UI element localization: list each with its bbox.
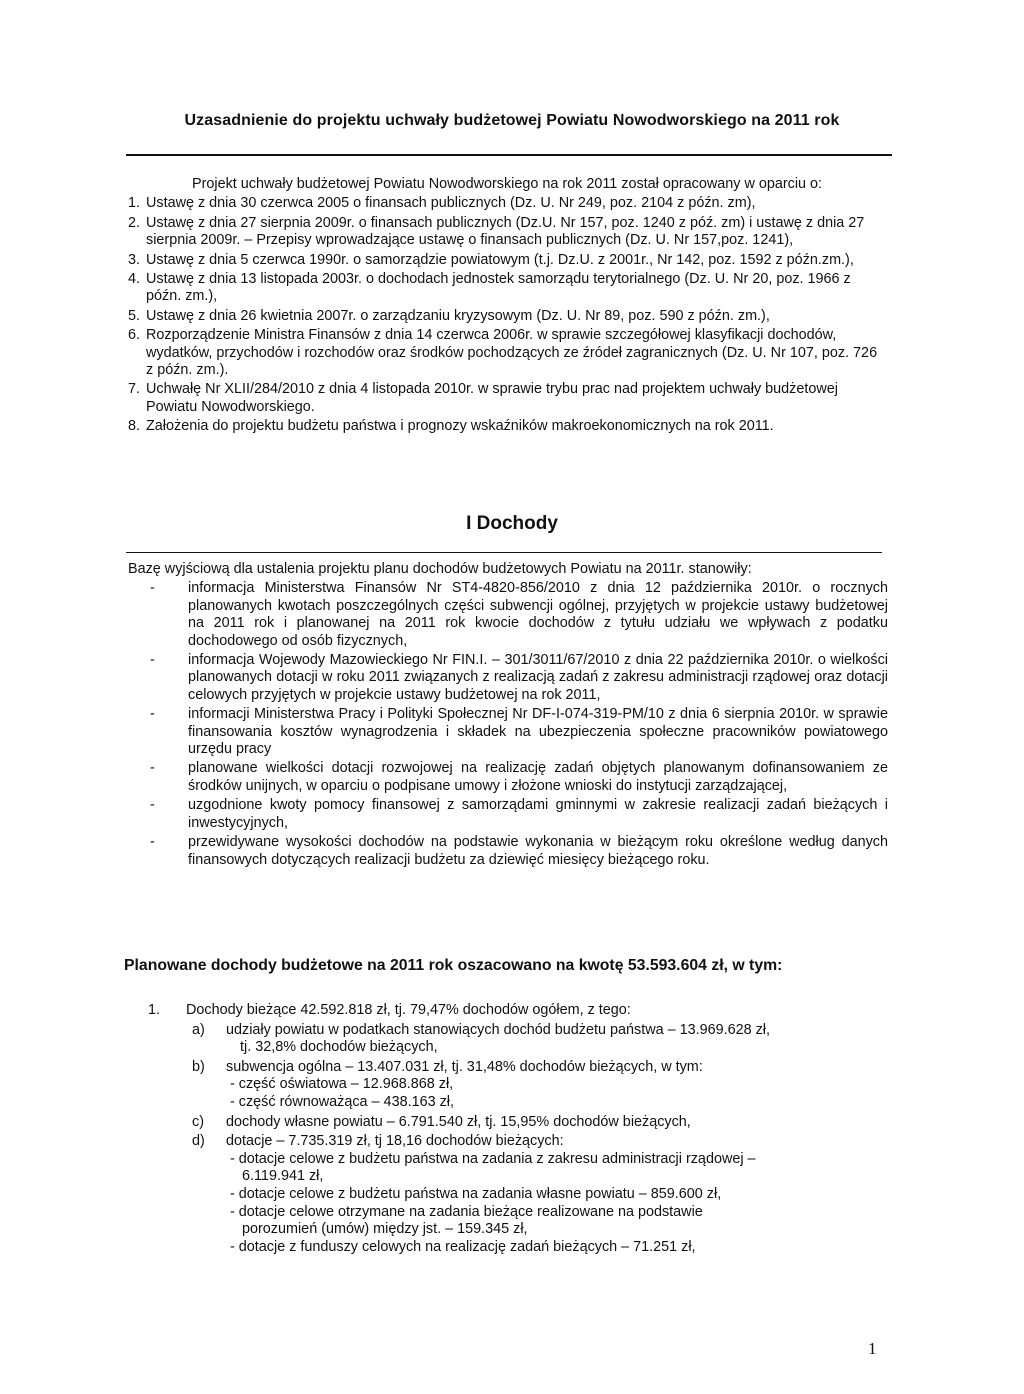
list-item: - informacji Ministerstwa Pracy i Polityki Społecznej Nr DF-I-074-319-PM/10 z dnia 6 sierpnia 2010r. w sprawie finansowania kosztów wynagrodzenia i składek na ubezpieczenia społeczne pracowników powiatowego urzędu pracy: [150, 706, 888, 758]
section-intro: Bazę wyjściową dla ustalenia projektu planu dochodów budżetowych Powiatu na 2011r. stanowiły:: [128, 561, 752, 577]
list-item: - informacja Ministerstwa Finansów Nr ST4-4820-856/2010 z dnia 12 października 2010r. o rocznych planowanych kwotach poszczególnych części subwencji ogólnej, przyjętych w projekcie ustawy budżetowej na 2011 rok i planowanej na 2011 rok kwocie dochodów z tytułu udziału we wpływach z podatku dochodowego od osób fizycznych,: [150, 580, 888, 649]
sources-list: [128, 580, 888, 869]
list-item: 1. Ustawę z dnia 30 czerwca 2005 o finansach publicznych (Dz. U. Nr 249, poz. 2104 z późn. zm),: [128, 195, 756, 212]
list-item: - przewidywane wysokości dochodów na podstawie wykonania w bieżącym roku określone według danych finansowych dotyczących realizacji budżetu za dziewięć miesięcy bieżącego roku.: [150, 834, 888, 868]
list-item: 2. Ustawę z dnia 27 sierpnia 2009r. o finansach publicznych (Dz.U. Nr 157, poz. 1240 z póź. zm) i ustawę z dnia 27 sierpnia 2009r. – Przepisy wprowadzające ustawę o finansach publicznych (Dz. U. Nr 157,poz. 1241),: [128, 214, 865, 249]
page-number: 1: [868, 1339, 877, 1358]
current-income-line: Dochody bieżące 42.592.818 zł, tj. 79,47% dochodów ogółem, z tego:: [186, 1002, 631, 1018]
title-underline: [126, 154, 892, 156]
list-item: a) udziały powiatu w podatkach stanowiących dochód budżetu państwa – 13.969.628 zł, tj. 32,8% dochodów bieżących,: [192, 1021, 771, 1056]
income-sources-block: [128, 561, 888, 869]
legal-basis-list: [128, 195, 888, 435]
list-item: 7. Uchwałę Nr XLII/284/2010 z dnia 4 listopada 2010r. w sprawie trybu prac nad projektem uchwały budżetowej Powiatu Nowodworskiego.: [128, 381, 838, 415]
section-heading: I Dochody: [466, 513, 558, 534]
list-item: - planowane wielkości dotacji rozwojowej na realizację zadań objętych planowanym dofinansowaniem ze środków unijnych, w oparciu o podpisane umowy i złożone wnioski do instytucji zarządzającej,: [150, 760, 888, 794]
intro-paragraph: Projekt uchwały budżetowej Powiatu Nowodworskiego na rok 2011 został opracowany w oparciu o:: [192, 176, 823, 192]
list-item: 8. Założenia do projektu budżetu państwa i prognozy wskaźników makroekonomicznych na rok 2011.: [128, 418, 774, 435]
list-item: 6. Rozporządzenie Ministra Finansów z dnia 14 czerwca 2006r. w sprawie szczegółowej klasyfikacji dochodów, wydatków, przychodów i rozchodów oraz środków pochodzących ze źródeł zagranicznych (Dz. U. Nr 107, poz. 726 z późn. zm.).: [128, 327, 878, 379]
list-item: d) dotacje – 7.735.319 zł, tj 18,16 dochodów bieżących: - dotacje celowe z budżetu państwa na zadania z zakresu administracji rządowej – 6.119.941 zł, - dotacje celowe z budżetu państwa na zadania własne powiatu – 859.600 zł, - dotacje celowe otrzymane na zadania bieżące realizowane na podstawie porozumień (umów) między jst. – 159.345 zł, - dotacje z funduszy celowych na realizację zadań bieżących – 71.251 zł,: [192, 1133, 756, 1255]
list-item: - uzgodnione kwoty pomocy finansowej z samorządami gminnymi w zakresie realizacji zadań bieżących i inwestycyjnych,: [150, 797, 888, 831]
list-item: c) dochody własne powiatu – 6.791.540 zł, tj. 15,95% dochodów bieżących,: [192, 1113, 691, 1130]
intro-block: [128, 176, 888, 438]
income-breakdown: [148, 1002, 888, 1256]
list-item: 3. Ustawę z dnia 5 czerwca 1990r. o samorządzie powiatowym (t.j. Dz.U. z 2001r., Nr 142, poz. 1592 z późn.zm.),: [128, 251, 854, 268]
planned-income-summary: Planowane dochody budżetowe na 2011 rok oszacowano na kwotę 53.593.604 zł, w tym:: [124, 957, 783, 974]
section-underline: [126, 552, 882, 553]
document-title: Uzasadnienie do projektu uchwały budżetowej Powiatu Nowodworskiego na 2011 rok: [184, 112, 840, 129]
list-item: b) subwencja ogólna – 13.407.031 zł, tj. 31,48% dochodów bieżących, w tym: - część oświatowa – 12.968.868 zł, - część równoważąca – 438.163 zł,: [192, 1058, 703, 1110]
list-item: - informacja Wojewody Mazowieckiego Nr FIN.I. – 301/3011/67/2010 z dnia 22 października 2010r. o wielkości planowanych dotacji w roku 2011 związanych z realizacją zadań z zakresu administracji rządowej oraz dotacji celowych przyjętych w projekcie ustawy budżetowej na rok 2011,: [150, 652, 888, 703]
list-item: 4. Ustawę z dnia 13 listopada 2003r. o dochodach jednostek samorządu terytorialnego (Dz. U. Nr 20, poz. 1966 z późn. zm.),: [128, 271, 851, 305]
list-item: 5. Ustawę z dnia 26 kwietnia 2007r. o zarządzaniu kryzysowym (Dz. U. Nr 89, poz. 590 z późn. zm.),: [128, 307, 770, 324]
list-item: 1. Dochody bieżące 42.592.818 zł, tj. 79,47% dochodów ogółem, z tego: a) udziały powiatu w podatkach stanowiących dochód budżetu państwa – 13.969.628 zł, tj. 32,8% dochodów bieżących, b) subwencja ogólna – 13.407.031 zł, tj. 31,48% dochodów bieżących, w tym: - część oświatowa – 12.968.868 zł, - część równoważąca – 438.163 zł, c) dochody własne powiatu – 6.791.540 zł, tj. 15,95% dochodów bieżących, d) dotacje – 7.735.319 zł, tj 18,16 dochodów bieżących: - dotacje celowe z budżetu państwa na zadania z zakresu administracji rządowej – 6.119.941 zł, - dotacje celowe z budżetu państwa na zadania własne powiatu – 859.600 zł, - dotacje celowe otrzymane na zadania bieżące realizowane na podstawie porozumień (umów) między jst. – 159.345 zł, - dotacje z funduszy celowych na realizację zadań bieżących – 71.251 zł,: [148, 1002, 888, 1256]
